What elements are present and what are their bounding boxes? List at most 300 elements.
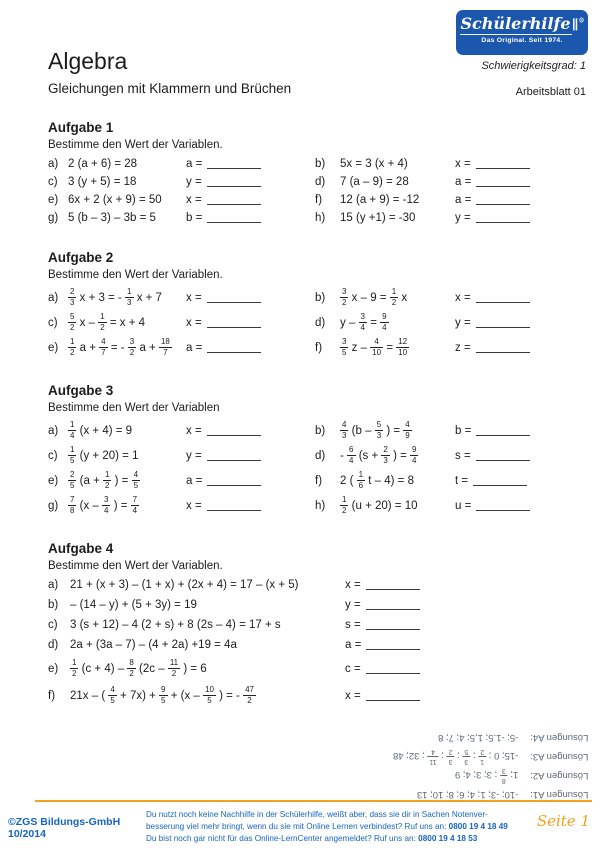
fraction-numerator: 6 bbox=[349, 445, 354, 455]
fraction-denominator: 2 bbox=[342, 298, 347, 308]
answer-variable: b = bbox=[186, 212, 203, 225]
equation-text: = - bbox=[110, 342, 125, 355]
answer-blank bbox=[366, 607, 420, 610]
equation-text: (c + 4) – bbox=[81, 663, 125, 676]
equation-text: 2 ( bbox=[340, 475, 354, 488]
fraction-numerator: 3 bbox=[342, 287, 347, 297]
answer-blank bbox=[207, 458, 261, 461]
answer-blank bbox=[476, 202, 530, 205]
answer-field bbox=[345, 663, 564, 675]
answer-field bbox=[345, 639, 564, 651]
fraction-denominator: 4 bbox=[349, 456, 354, 466]
fraction bbox=[131, 496, 139, 515]
answer-variable: y = bbox=[455, 212, 471, 225]
answer-variable: b = bbox=[455, 424, 472, 437]
fraction-numerator: 1 bbox=[479, 758, 484, 765]
equation-text: = x + 4 bbox=[109, 317, 146, 330]
equation bbox=[70, 599, 345, 611]
equation-text: (s + bbox=[358, 450, 379, 463]
task-title: Aufgabe 4 bbox=[48, 541, 114, 557]
equation-text: 3 (s + 12) – 4 (2 + s) + 8 (2s – 4) = 17 + s bbox=[70, 619, 281, 632]
equation-text: (u + 20) = 10 bbox=[351, 500, 418, 513]
fraction-denominator: 4 bbox=[104, 506, 109, 516]
equation-text: – (14 – y) + (5 + 3y) = 19 bbox=[70, 599, 197, 612]
equation-text: ; bbox=[472, 750, 476, 761]
task-instruction: Bestimme den Wert der Variablen bbox=[48, 402, 220, 415]
equation-text: 2 (a + 6) = 28 bbox=[68, 158, 138, 171]
problem-label: b) bbox=[315, 424, 326, 437]
solutions-label: Lösungen A2: bbox=[529, 770, 588, 781]
fraction-numerator: 3 bbox=[104, 495, 109, 505]
equation-text: 5x = 3 (x + 4) bbox=[340, 158, 408, 171]
fraction-denominator: 8 bbox=[70, 506, 75, 516]
fraction-denominator: 3 bbox=[376, 431, 382, 441]
answer-blank bbox=[476, 300, 530, 303]
equation-text: ; 32; 48 bbox=[392, 750, 425, 761]
fraction bbox=[381, 446, 389, 465]
equation-text: ; 3; 3; 4; 9 bbox=[454, 769, 497, 780]
answer-field bbox=[455, 450, 564, 462]
fraction bbox=[203, 686, 216, 705]
equation bbox=[340, 496, 455, 515]
fraction-numerator: 1 bbox=[105, 470, 110, 480]
footer-note-line3: Du bist noch gar nicht für das Online-LernCenter angemeldet? Ruf uns an: bbox=[146, 833, 419, 843]
answer-field bbox=[455, 292, 564, 304]
solutions-label: Lösungen A3: bbox=[529, 751, 588, 762]
answer-variable: c = bbox=[345, 662, 361, 675]
fraction bbox=[68, 446, 76, 465]
equation-text: x + 7 bbox=[136, 292, 162, 305]
answer-blank bbox=[366, 698, 420, 701]
fraction-numerator: 9 bbox=[161, 685, 166, 695]
fraction-numerator: 47 bbox=[245, 685, 254, 695]
problem-label: c) bbox=[48, 449, 58, 462]
answer-variable: x = bbox=[186, 499, 202, 512]
answer-blank bbox=[366, 647, 420, 650]
answer-variable: x = bbox=[186, 291, 202, 304]
solutions-block-rotated bbox=[393, 728, 588, 804]
equation-text: ; bbox=[440, 750, 444, 761]
fraction-denominator: 5 bbox=[464, 748, 468, 755]
fraction-denominator: 5 bbox=[161, 696, 166, 706]
equation-text: y – bbox=[340, 317, 356, 330]
page-number: Seite 1 bbox=[536, 812, 590, 830]
fraction bbox=[132, 471, 140, 490]
equation bbox=[340, 338, 455, 357]
fraction bbox=[68, 338, 76, 357]
task-instruction: Bestimme den Wert der Variablen. bbox=[48, 269, 223, 282]
worksheet-number: Arbeitsblatt 01 bbox=[515, 86, 586, 98]
solutions-values bbox=[455, 767, 518, 784]
fraction-numerator: 3 bbox=[360, 312, 365, 322]
fraction-numerator: 2 bbox=[383, 445, 388, 455]
answer-blank bbox=[366, 587, 420, 590]
equation-text: - bbox=[340, 450, 344, 463]
equation bbox=[68, 471, 186, 490]
page-subtitle: Gleichungen mit Klammern und Brüchen bbox=[48, 81, 292, 97]
fraction-numerator: 1 bbox=[342, 495, 347, 505]
fraction bbox=[103, 471, 111, 490]
answer-field bbox=[455, 158, 564, 170]
phone-number-1: 0800 19 4 18 49 bbox=[448, 821, 508, 831]
answer-field bbox=[345, 579, 564, 591]
fraction-denominator: 7 bbox=[163, 348, 168, 358]
logo-name: Schülerhilfe bbox=[460, 14, 571, 33]
fraction-numerator: 3 bbox=[448, 758, 453, 765]
fraction bbox=[427, 748, 438, 765]
fraction-numerator: 4 bbox=[110, 685, 115, 695]
fraction bbox=[70, 659, 78, 678]
equation-text: ) = bbox=[113, 500, 128, 513]
task-title: Aufgabe 1 bbox=[48, 120, 114, 136]
logo-tagline: Das Original. Seit 1974. bbox=[481, 36, 563, 44]
equation bbox=[70, 579, 345, 591]
answer-variable: s = bbox=[345, 619, 361, 632]
answer-variable: a = bbox=[345, 639, 362, 652]
fraction-denominator: 5 bbox=[207, 696, 212, 706]
equation-text: 5 (b – 3) – 3b = 5 bbox=[68, 212, 156, 225]
equation-text: x + 3 = - bbox=[79, 292, 122, 305]
logo-wordmark bbox=[456, 15, 588, 34]
fraction bbox=[108, 686, 116, 705]
equation bbox=[340, 194, 455, 206]
fraction-denominator: 3 bbox=[342, 431, 347, 441]
problem-label: c) bbox=[48, 176, 58, 189]
answer-blank bbox=[476, 458, 530, 461]
fraction-denominator: 2 bbox=[129, 669, 134, 679]
fraction-numerator: 12 bbox=[398, 337, 408, 347]
fraction-denominator: 2 bbox=[70, 348, 75, 358]
equation-text: ) = bbox=[393, 450, 407, 463]
problem-label: g) bbox=[48, 212, 59, 225]
answer-field bbox=[186, 500, 315, 512]
schuelerhilfe-logo bbox=[456, 10, 588, 55]
difficulty-label: Schwierigkeitsgrad: 1 bbox=[481, 60, 586, 72]
fraction-denominator: 4 bbox=[430, 748, 435, 755]
page-title: Algebra bbox=[48, 48, 128, 74]
equation-text: ) = - bbox=[219, 690, 240, 703]
fraction bbox=[68, 421, 76, 440]
fraction-denominator: 2 bbox=[105, 481, 110, 491]
problem-label: b) bbox=[315, 291, 326, 304]
equation-text: x – bbox=[79, 317, 95, 330]
answer-field bbox=[186, 425, 315, 437]
fraction-numerator: 1 bbox=[358, 470, 364, 480]
problem-grid bbox=[48, 288, 564, 357]
equation-text: 2a + (3a – 7) – (4 + 2a) +19 = 4a bbox=[70, 639, 237, 652]
footer-note bbox=[146, 806, 528, 845]
answer-variable: a = bbox=[186, 341, 203, 354]
footer-note-line2: besserung viel mehr bringt, wenn du sie mit Online Lernen verbindest? Ruf uns an: bbox=[146, 821, 449, 831]
fraction bbox=[375, 421, 383, 440]
equation-text: = bbox=[386, 342, 394, 355]
answer-field bbox=[186, 158, 315, 170]
fraction-denominator: 2 bbox=[448, 748, 453, 755]
fraction-numerator: 4 bbox=[342, 420, 347, 430]
fraction bbox=[357, 471, 365, 490]
fraction-numerator: 1 bbox=[72, 658, 77, 668]
fraction bbox=[390, 288, 398, 307]
fraction bbox=[347, 446, 355, 465]
answer-variable: a = bbox=[455, 176, 472, 189]
fraction bbox=[380, 313, 388, 332]
fraction bbox=[243, 686, 256, 705]
fraction-denominator: 2 bbox=[391, 298, 397, 308]
answer-variable: x = bbox=[345, 689, 361, 702]
fraction-denominator: 9 bbox=[405, 431, 410, 441]
fraction bbox=[478, 748, 486, 765]
equation-text: 12 (a + 9) = -12 bbox=[340, 194, 420, 207]
problem-label: d) bbox=[315, 176, 326, 189]
fraction bbox=[370, 338, 383, 357]
fraction-numerator: 5 bbox=[70, 312, 75, 322]
fraction-numerator: 3 bbox=[464, 758, 468, 765]
answer-variable: z = bbox=[455, 341, 471, 354]
fraction-denominator: 2 bbox=[129, 348, 135, 358]
fraction bbox=[340, 338, 348, 357]
equation-text: a + bbox=[139, 342, 156, 355]
fraction-denominator: 4 bbox=[382, 323, 387, 333]
fraction-denominator: 3 bbox=[127, 298, 132, 308]
answer-variable: s = bbox=[455, 449, 471, 462]
equation bbox=[68, 313, 186, 332]
problem-label: g) bbox=[48, 499, 59, 512]
solutions-line bbox=[393, 747, 588, 766]
answer-blank bbox=[476, 325, 530, 328]
fraction-numerator: 4 bbox=[370, 338, 383, 348]
answer-field bbox=[186, 450, 315, 462]
fraction-numerator: 3 bbox=[342, 337, 347, 347]
problem-label: b) bbox=[48, 599, 59, 612]
fraction bbox=[340, 288, 348, 307]
fraction-denominator: 3 bbox=[383, 456, 388, 466]
fraction-denominator: 5 bbox=[342, 348, 347, 358]
solutions-values bbox=[417, 789, 518, 800]
problem-label: f) bbox=[315, 474, 323, 487]
equation-text: 21x – ( bbox=[70, 690, 106, 703]
fraction-denominator: 5 bbox=[70, 456, 75, 466]
answer-field bbox=[455, 176, 564, 188]
fraction-denominator: 10 bbox=[398, 348, 408, 358]
answer-field bbox=[455, 475, 564, 487]
task-instruction: Bestimme den Wert der Variablen. bbox=[48, 560, 223, 573]
fraction-denominator: 2 bbox=[100, 323, 105, 333]
fraction bbox=[68, 496, 76, 515]
answer-blank bbox=[207, 300, 261, 303]
answer-field bbox=[186, 212, 315, 224]
answer-variable: a = bbox=[186, 474, 203, 487]
equation-text: 7 (a – 9) = 28 bbox=[340, 176, 409, 189]
fraction-denominator: 7 bbox=[101, 348, 106, 358]
equation-text: x bbox=[401, 292, 408, 305]
fraction-denominator: 3 bbox=[501, 767, 506, 774]
fraction-numerator: 3 bbox=[129, 337, 135, 347]
equation-text: x – 9 = bbox=[351, 292, 387, 305]
fraction-denominator: 5 bbox=[133, 481, 139, 491]
answer-field bbox=[186, 176, 315, 188]
fraction-denominator: 4 bbox=[70, 431, 75, 441]
copyright: ©ZGS Bildungs-GmbH 10/2014 bbox=[8, 816, 121, 840]
fraction bbox=[102, 496, 110, 515]
equation bbox=[70, 639, 345, 651]
equation bbox=[68, 194, 186, 206]
equation-text: a + bbox=[79, 342, 96, 355]
fraction-denominator: 2 bbox=[70, 323, 75, 333]
fraction-numerator: 8 bbox=[501, 777, 506, 784]
equation bbox=[68, 421, 186, 440]
fraction bbox=[168, 659, 180, 678]
answer-blank bbox=[366, 627, 420, 630]
logo-flourish-icon: ∥ bbox=[571, 18, 579, 33]
equation-text: = bbox=[370, 317, 377, 330]
equation-text: (b – bbox=[351, 425, 372, 438]
answer-field bbox=[455, 194, 564, 206]
answer-blank bbox=[476, 350, 530, 353]
fraction bbox=[462, 748, 470, 765]
fraction bbox=[125, 288, 133, 307]
equation-text: -15; 0 ; bbox=[488, 750, 518, 761]
answer-field bbox=[455, 500, 564, 512]
fraction-denominator: 4 bbox=[360, 323, 365, 333]
fraction-denominator: 5 bbox=[70, 481, 75, 491]
answer-blank bbox=[207, 220, 261, 223]
task-title: Aufgabe 3 bbox=[48, 383, 114, 399]
answer-variable: a = bbox=[455, 194, 472, 207]
footer-divider bbox=[35, 800, 592, 802]
task-section-1 bbox=[48, 120, 564, 224]
answer-variable: y = bbox=[186, 176, 202, 189]
answer-blank bbox=[207, 325, 261, 328]
equation-text: 6x + 2 (x + 9) = 50 bbox=[68, 194, 162, 207]
answer-blank bbox=[476, 508, 530, 511]
fraction-numerator: 4 bbox=[101, 337, 106, 347]
fraction-denominator: 4 bbox=[412, 456, 417, 466]
fraction-numerator: 18 bbox=[160, 337, 170, 347]
answer-variable: y = bbox=[345, 599, 361, 612]
problem-label: h) bbox=[315, 499, 326, 512]
answer-blank bbox=[476, 184, 530, 187]
problem-label: c) bbox=[48, 619, 58, 632]
fraction-numerator: 2 bbox=[70, 470, 75, 480]
fraction-denominator: 10 bbox=[372, 348, 382, 358]
equation-text: (a + bbox=[79, 475, 100, 488]
problem-grid bbox=[48, 421, 564, 515]
fraction bbox=[410, 446, 418, 465]
problem-label: e) bbox=[48, 194, 59, 207]
fraction bbox=[68, 471, 76, 490]
equation-text: 21 + (x + 3) – (1 + x) + (2x + 4) = 17 – (x + 5) bbox=[70, 579, 299, 592]
equation-text: + (x – bbox=[170, 690, 200, 703]
equation-text: ) = bbox=[386, 425, 401, 438]
problem-label: d) bbox=[315, 316, 326, 329]
fraction-numerator: 11 bbox=[169, 658, 179, 668]
equation-text: 3 (y + 5) = 18 bbox=[68, 176, 137, 189]
equation-text: ) = bbox=[114, 475, 129, 488]
equation-text: ; bbox=[456, 750, 460, 761]
equation bbox=[340, 421, 455, 440]
answer-blank bbox=[476, 166, 530, 169]
answer-variable: t = bbox=[455, 474, 469, 487]
problem-label: b) bbox=[315, 158, 326, 171]
fraction bbox=[98, 313, 106, 332]
answer-variable: u = bbox=[455, 499, 472, 512]
equation bbox=[340, 176, 455, 188]
fraction-numerator: 1 bbox=[100, 312, 105, 322]
problem-label: e) bbox=[48, 662, 59, 675]
task-section-2 bbox=[48, 250, 564, 357]
answer-variable: a = bbox=[186, 158, 203, 171]
problem-label: a) bbox=[48, 579, 59, 592]
problem-label: c) bbox=[48, 316, 58, 329]
fraction-denominator: 3 bbox=[70, 298, 75, 308]
equation bbox=[340, 158, 455, 170]
equation bbox=[68, 496, 186, 515]
equation-text: (x – bbox=[79, 500, 99, 513]
fraction-denominator: 2 bbox=[479, 748, 484, 755]
equation bbox=[340, 212, 455, 224]
fraction-denominator: 2 bbox=[171, 669, 177, 679]
task-instruction: Bestimme den Wert der Variablen. bbox=[48, 139, 223, 152]
equation-text: t – 4) = 8 bbox=[368, 475, 414, 488]
equation bbox=[70, 659, 345, 678]
problem-label: f) bbox=[315, 341, 323, 354]
problem-label: d) bbox=[48, 639, 59, 652]
fraction bbox=[99, 338, 107, 357]
fraction-denominator: 2 bbox=[247, 696, 252, 706]
solutions-values bbox=[393, 748, 518, 765]
answer-field bbox=[345, 619, 564, 631]
fraction-numerator: 2 bbox=[70, 287, 75, 297]
tasks-container bbox=[0, 120, 600, 705]
solutions-label: Lösungen A4: bbox=[529, 732, 588, 743]
equation-text: ) = 6 bbox=[183, 663, 207, 676]
fraction bbox=[340, 421, 348, 440]
answer-field bbox=[186, 317, 315, 329]
fraction bbox=[68, 288, 76, 307]
solutions-line bbox=[393, 766, 588, 785]
equation-text: (2c – bbox=[139, 663, 165, 676]
answer-field bbox=[186, 194, 315, 206]
fraction bbox=[340, 496, 348, 515]
equation bbox=[68, 158, 186, 170]
fraction-numerator: 11 bbox=[429, 758, 437, 765]
answer-variable: x = bbox=[186, 194, 202, 207]
equation bbox=[68, 446, 186, 465]
problem-label: a) bbox=[48, 291, 59, 304]
answer-blank bbox=[207, 184, 261, 187]
answer-blank bbox=[473, 483, 527, 486]
fraction-numerator: 9 bbox=[412, 445, 417, 455]
task-section-3 bbox=[48, 383, 564, 515]
equation bbox=[340, 313, 455, 332]
answer-field bbox=[455, 342, 564, 354]
answer-variable: x = bbox=[186, 316, 202, 329]
fraction-numerator: 5 bbox=[376, 420, 382, 430]
equation bbox=[68, 288, 186, 307]
answer-field bbox=[186, 292, 315, 304]
answer-blank bbox=[476, 220, 530, 223]
answer-blank bbox=[207, 202, 261, 205]
answer-field bbox=[345, 599, 564, 611]
answer-blank bbox=[366, 671, 420, 674]
fraction-numerator: 1 bbox=[70, 337, 75, 347]
problem-grid bbox=[48, 158, 564, 224]
fraction-numerator: 9 bbox=[382, 312, 387, 322]
answer-field bbox=[186, 342, 315, 354]
answer-field bbox=[186, 475, 315, 487]
problem-label: e) bbox=[48, 474, 59, 487]
equation-text: 15 (y +1) = -30 bbox=[340, 212, 416, 225]
